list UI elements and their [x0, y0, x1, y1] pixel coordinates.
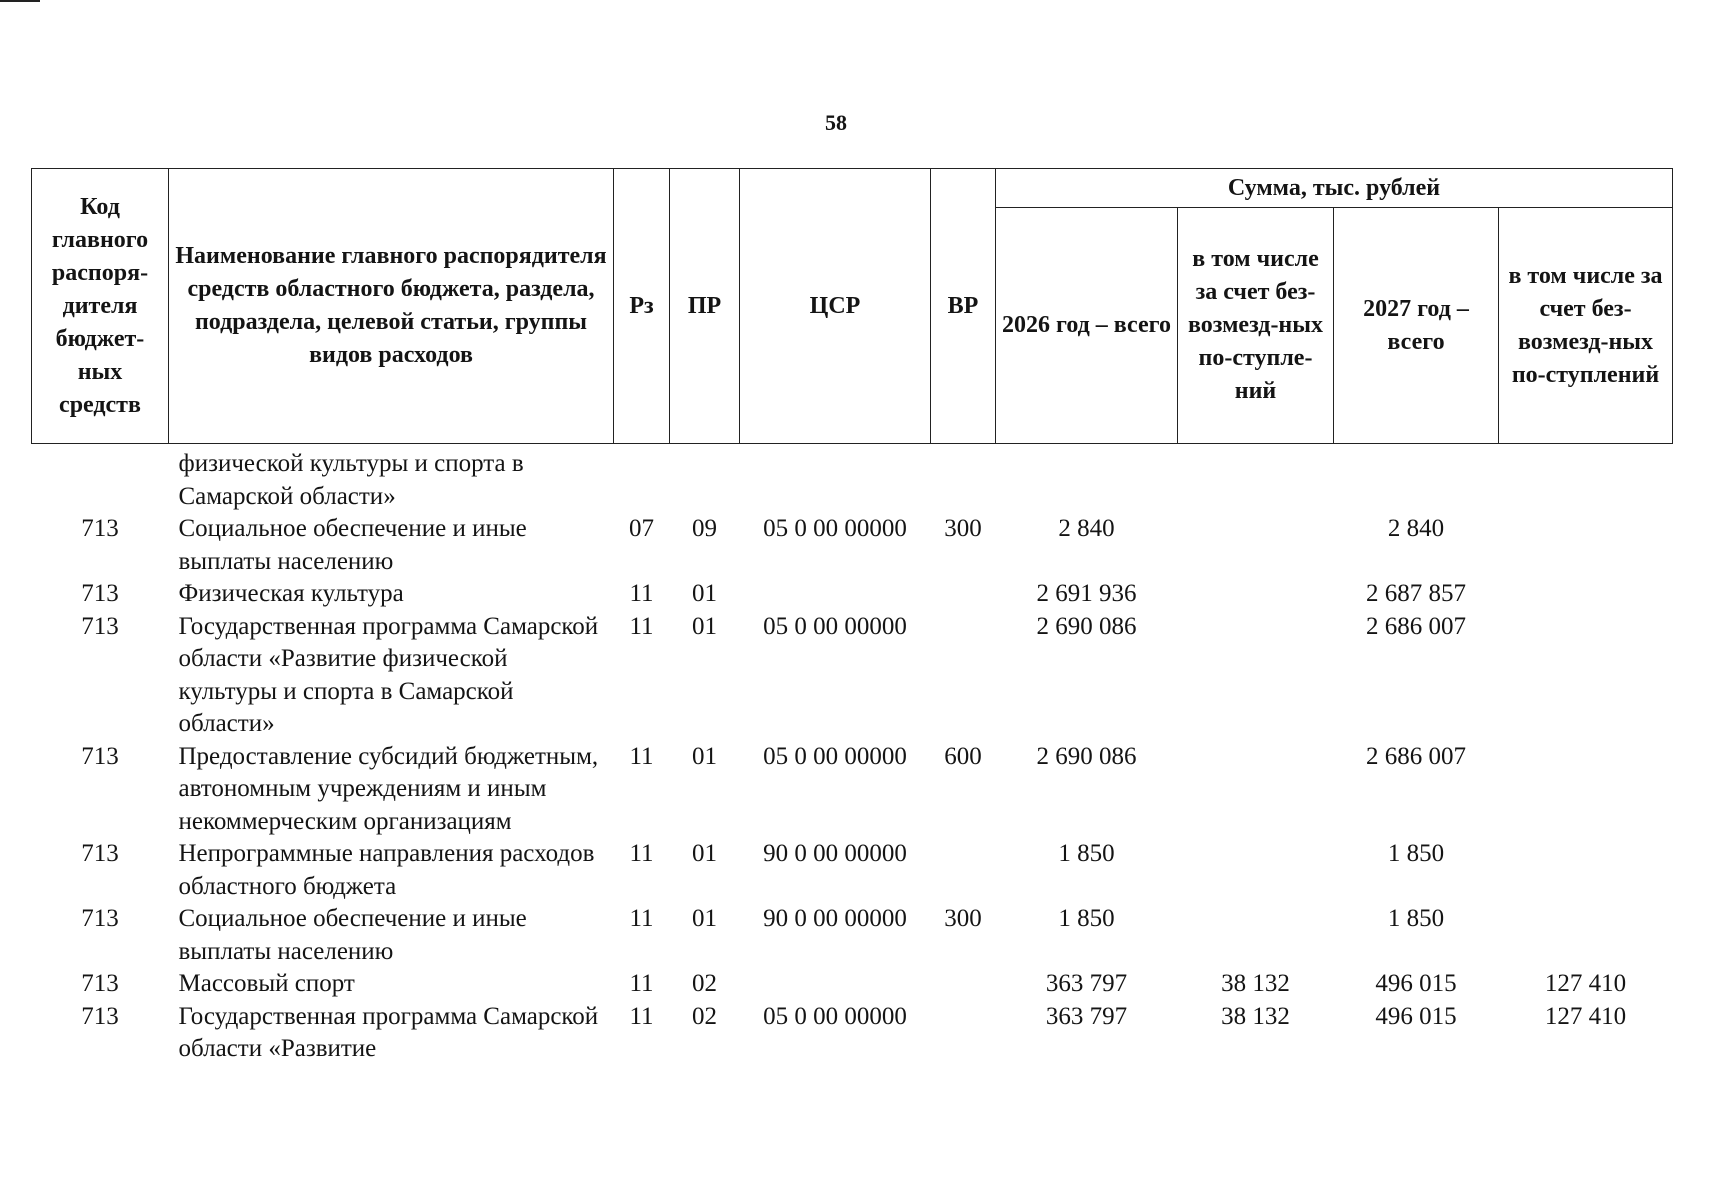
- cell-name: Социальное обеспечение и иные выплаты населению: [178, 515, 527, 575]
- cell-2026-grants: [1178, 444, 1334, 514]
- cell-2026-grants: [1178, 578, 1334, 611]
- cell-2026-total: 363 797: [1045, 1002, 1128, 1030]
- header-vr: ВР: [931, 169, 996, 444]
- cell-pr: 01: [692, 612, 717, 640]
- cell-2026-total: 2 840: [1058, 515, 1115, 542]
- cell-2026-grants: 38 132: [1221, 1002, 1290, 1030]
- cell-rz: 11: [629, 612, 654, 640]
- cell-2026-grants: [1178, 903, 1334, 968]
- cell-code: 713: [81, 742, 119, 770]
- cell-csr: 05 0 00 00000: [763, 612, 907, 640]
- cell-vr: 600: [944, 742, 982, 770]
- cell-2026-grants: 38 132: [1221, 970, 1290, 997]
- cell-2027-grants: 127 410: [1544, 1002, 1627, 1030]
- cell-2026-total: 2 690 086: [1036, 612, 1137, 640]
- cell-name: физической культуры и спорта в Самарской области»: [178, 450, 524, 510]
- cell-2027-total: 2 687 857: [1366, 580, 1466, 607]
- cell-name: Массовый спорт: [178, 970, 355, 997]
- cell-name: Государственная программа Самарской области «Развитие физической культуры и спорта в Самарской области»: [178, 612, 599, 737]
- cell-2027-grants: 127 410: [1544, 970, 1627, 997]
- cell-name: Социальное обеспечение и иные выплаты населению: [178, 905, 527, 965]
- cell-vr: [931, 611, 996, 741]
- cell-rz: 11: [629, 1002, 654, 1030]
- cell-2027-total: 2 686 007: [1366, 612, 1466, 640]
- cell-2026-grants: [1178, 741, 1334, 839]
- table-row: [32, 838, 1673, 903]
- cell-2026-total: 1 850: [1058, 905, 1115, 932]
- table-row: [32, 903, 1673, 968]
- table-row: [32, 611, 1673, 741]
- scan-corner-mark: [0, 0, 40, 2]
- cell-csr: 05 0 00 00000: [763, 515, 907, 542]
- cell-2027-grants: [1499, 513, 1673, 578]
- cell-code: 713: [81, 580, 119, 607]
- cell-2027-grants: [1499, 578, 1673, 611]
- cell-2026-total: 2 691 936: [1036, 580, 1137, 607]
- cell-code: 713: [81, 905, 119, 932]
- cell-pr: 01: [692, 580, 717, 607]
- table-row: [32, 968, 1673, 1001]
- cell-2026-total: [996, 444, 1178, 514]
- cell-2027-total: 2 686 007: [1366, 742, 1466, 770]
- cell-vr: 300: [944, 905, 982, 932]
- cell-pr: 01: [692, 742, 717, 770]
- page-number: 58: [825, 110, 847, 135]
- cell-csr: 90 0 00 00000: [763, 840, 907, 867]
- header-code: Код главного распоря-дителя бюджет-ных средств: [32, 169, 169, 444]
- table-row: [32, 513, 1673, 578]
- cell-csr: [740, 444, 931, 514]
- cell-rz: 11: [629, 905, 654, 932]
- table-row: [32, 741, 1673, 839]
- cell-rz: 11: [629, 840, 654, 867]
- cell-name: Предоставление субсидий бюджетным, автономным учреждениям и иным некоммерческим организациям: [178, 742, 599, 835]
- cell-2026-total: 1 850: [1058, 840, 1115, 867]
- header-2027-grants: в том числе за счет без-возмезд-ных по-ступлений: [1499, 208, 1673, 444]
- header-sum-group: Сумма, тыс. рублей: [996, 169, 1673, 208]
- cell-pr: 01: [692, 905, 717, 932]
- cell-code: 713: [81, 612, 119, 640]
- table-row: [32, 1001, 1673, 1066]
- cell-vr: [931, 838, 996, 903]
- cell-csr: 90 0 00 00000: [763, 905, 907, 932]
- cell-2026-grants: [1178, 513, 1334, 578]
- cell-2026-grants: [1178, 611, 1334, 741]
- header-name: Наименование главного распорядителя средств областного бюджета, раздела, подраздела, целевой статьи, группы видов расходов: [169, 169, 614, 444]
- cell-2027-total: 496 015: [1375, 1002, 1457, 1030]
- cell-code: 713: [81, 840, 119, 867]
- cell-2026-total: 2 690 086: [1036, 742, 1137, 770]
- header-csr: ЦСР: [740, 169, 931, 444]
- cell-code: 713: [81, 970, 119, 997]
- cell-vr: [931, 968, 996, 1001]
- cell-rz: 11: [629, 970, 654, 997]
- table-header: [32, 169, 1673, 444]
- cell-2027-total: 2 840: [1387, 515, 1445, 542]
- cell-2027-grants: [1499, 444, 1673, 514]
- cell-vr: 300: [944, 515, 982, 542]
- cell-2027-grants: [1499, 611, 1673, 741]
- cell-rz: 11: [629, 742, 654, 770]
- cell-name: Физическая культура: [178, 580, 404, 607]
- header-2026-grants: в том числе за счет без-возмезд-ных по-ступле-ний: [1178, 208, 1334, 444]
- cell-pr: 02: [692, 970, 717, 997]
- cell-2027-total: 1 850: [1387, 905, 1445, 932]
- cell-name: Государственная программа Самарской области «Развитие: [178, 1002, 599, 1062]
- cell-2027-grants: [1499, 741, 1673, 839]
- cell-csr: 05 0 00 00000: [763, 742, 907, 770]
- table-row: [32, 444, 1673, 514]
- cell-vr: [931, 1001, 996, 1066]
- header-rz: Рз: [614, 169, 670, 444]
- cell-vr: [931, 444, 996, 514]
- budget-table: [31, 168, 1673, 1066]
- cell-code: [32, 444, 169, 514]
- cell-rz: 07: [629, 515, 654, 542]
- cell-code: 713: [81, 515, 119, 542]
- cell-2026-total: 363 797: [1045, 970, 1128, 997]
- cell-csr: [740, 578, 931, 611]
- cell-rz: [614, 444, 670, 514]
- table-body: [32, 444, 1673, 1066]
- cell-2027-total: 1 850: [1387, 840, 1445, 867]
- cell-rz: 11: [629, 580, 654, 607]
- header-2027-total: 2027 год – всего: [1334, 208, 1499, 444]
- cell-csr: 05 0 00 00000: [763, 1002, 907, 1030]
- cell-pr: 09: [692, 515, 717, 542]
- cell-2027-grants: [1499, 838, 1673, 903]
- cell-code: 713: [81, 1002, 119, 1030]
- cell-pr: 02: [692, 1002, 717, 1030]
- cell-vr: [931, 578, 996, 611]
- cell-2026-grants: [1178, 838, 1334, 903]
- cell-2027-grants: [1499, 903, 1673, 968]
- cell-2027-total: 496 015: [1375, 970, 1457, 997]
- header-pr: ПР: [670, 169, 740, 444]
- cell-name: Непрограммные направления расходов областного бюджета: [178, 840, 595, 900]
- cell-csr: [740, 968, 931, 1001]
- cell-pr: 01: [692, 840, 717, 867]
- table-row: [32, 578, 1673, 611]
- cell-pr: [670, 444, 740, 514]
- header-2026-total: 2026 год – всего: [996, 208, 1178, 444]
- cell-2027-total: [1334, 444, 1499, 514]
